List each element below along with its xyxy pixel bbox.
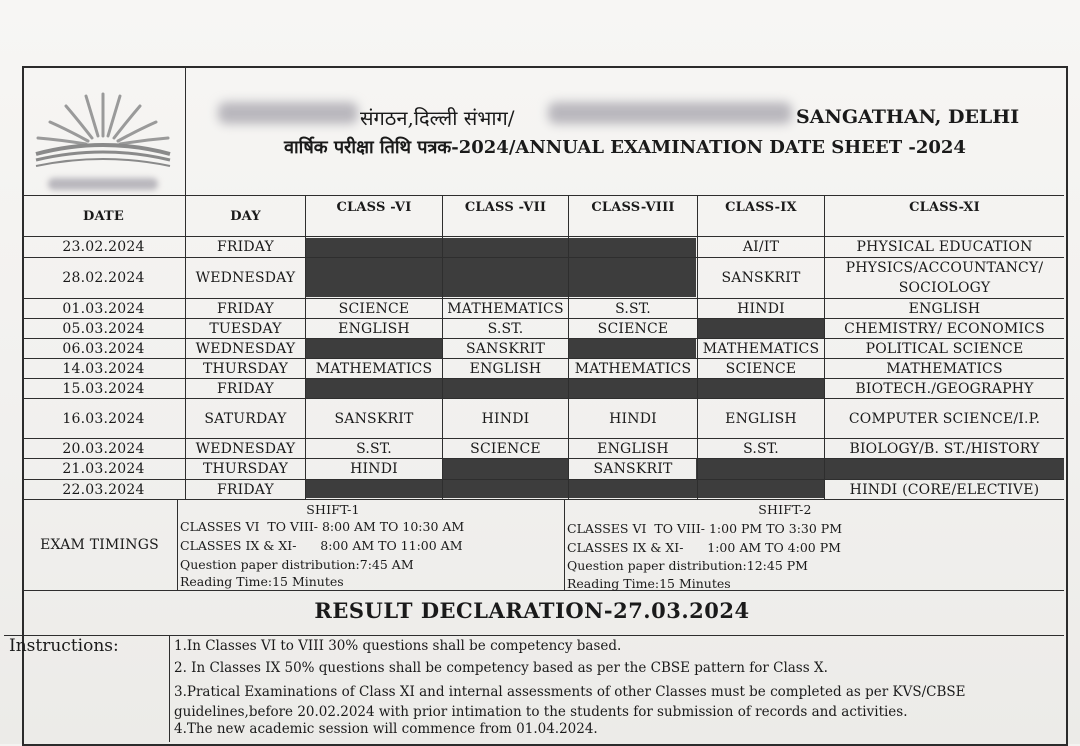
subject-cell: BIOTECH./GEOGRAPHY bbox=[855, 380, 1034, 397]
shift2-line2: CLASSES IX & XI- 1:00 AM TO 4:00 PM bbox=[567, 540, 841, 555]
subject-cell: AI/IT bbox=[742, 239, 780, 255]
subject-cell: SCIENCE bbox=[338, 300, 410, 317]
subject-cell: HINDI (CORE/ELECTIVE) bbox=[849, 481, 1040, 498]
subject-cell: S.ST. bbox=[743, 440, 779, 457]
subject-cell: S.ST. bbox=[487, 320, 524, 337]
subject-cell: BIOLOGY/B. ST./HISTORY bbox=[849, 440, 1040, 457]
subject-cell: MATHEMATICS bbox=[574, 360, 692, 377]
col-header-class-vii: CLASS -VII bbox=[464, 199, 547, 215]
subject-cell: POLITICAL SCIENCE bbox=[865, 340, 1024, 357]
blank-cells-row1-2 bbox=[306, 238, 696, 297]
day-cell: FRIDAY bbox=[217, 239, 274, 255]
day-cell: THURSDAY bbox=[202, 360, 289, 377]
subject-cell: MATHEMATICS bbox=[447, 300, 564, 317]
subject-cell: PHYSICS/ACCOUNTANCY/ bbox=[845, 260, 1044, 276]
blank-cells-2103-ix-xi bbox=[696, 459, 1064, 479]
result-declaration: RESULT DECLARATION-27.03.2024 bbox=[314, 598, 750, 623]
subject-cell: HINDI bbox=[350, 461, 398, 477]
subject-cell: MATHEMATICS bbox=[702, 340, 820, 357]
shift1-line4: Reading Time:15 Minutes bbox=[180, 574, 344, 589]
col-header-day: DAY bbox=[230, 208, 261, 224]
date-cell: 22.03.2024 bbox=[62, 481, 145, 498]
day-cell: SATURDAY bbox=[204, 410, 287, 427]
date-cell: 28.02.2024 bbox=[62, 270, 145, 286]
instructions-label: Instructions: bbox=[9, 636, 119, 656]
blank-cell-0603-vi bbox=[306, 339, 442, 359]
subject-cell: SANSKRIT bbox=[334, 410, 414, 427]
blank-cell-0503-ix bbox=[698, 319, 824, 338]
redacted-text-right bbox=[548, 102, 792, 124]
instruction-item: 2. In Classes IX 50% questions shall be competency based as per the CBSE pattern for Class X. bbox=[174, 660, 828, 676]
redacted-text-left bbox=[218, 102, 358, 124]
date-cell: 14.03.2024 bbox=[62, 360, 145, 377]
shift2-line1: CLASSES VI TO VIII- 1:00 PM TO 3:30 PM bbox=[567, 521, 843, 536]
date-cell: 15.03.2024 bbox=[62, 380, 145, 397]
instruction-item: 1.In Classes VI to VIII 30% questions shall be competency based. bbox=[174, 638, 622, 654]
date-cell: 01.03.2024 bbox=[62, 300, 145, 317]
date-cell: 20.03.2024 bbox=[62, 440, 145, 457]
subject-cell: MATHEMATICS bbox=[315, 360, 433, 377]
subject-cell: S.ST. bbox=[615, 300, 651, 317]
day-cell: FRIDAY bbox=[217, 300, 274, 317]
subject-cell: COMPUTER SCIENCE/I.P. bbox=[848, 410, 1041, 427]
rule bbox=[169, 635, 170, 742]
header-title-line1 bbox=[360, 104, 515, 131]
subject-cell: S.ST. bbox=[356, 440, 392, 457]
subject-cell: HINDI bbox=[609, 410, 657, 427]
rule bbox=[4, 635, 1064, 636]
date-cell: 23.02.2024 bbox=[62, 239, 145, 255]
day-cell: WEDNESDAY bbox=[195, 270, 296, 286]
col-header-class-vi: CLASS -VI bbox=[336, 199, 412, 215]
header-title-english: SANGATHAN, DELHI bbox=[796, 106, 1020, 128]
subject-cell: CHEMISTRY/ ECONOMICS bbox=[844, 320, 1045, 337]
shift2-line3: Question paper distribution:12:45 PM bbox=[567, 558, 808, 573]
shift2-line4: Reading Time:15 Minutes bbox=[567, 576, 731, 591]
blank-cells-1503 bbox=[306, 379, 824, 398]
date-cell: 05.03.2024 bbox=[62, 320, 145, 337]
subject-cell: HINDI bbox=[737, 300, 785, 317]
blank-cell-2103-vii bbox=[442, 459, 568, 479]
instruction-item: guidelines,before 20.02.2024 with prior intimation to the students for submission of records and activities. bbox=[174, 704, 908, 720]
col-header-date: DATE bbox=[82, 208, 125, 224]
day-cell: THURSDAY bbox=[202, 461, 289, 477]
kvs-logo-icon bbox=[28, 76, 178, 176]
day-cell: FRIDAY bbox=[217, 481, 274, 498]
subject-cell: ENGLISH bbox=[338, 320, 410, 337]
subject-cell: HINDI bbox=[481, 410, 530, 427]
subject-cell: ENGLISH bbox=[469, 360, 542, 377]
subject-cell: SCIENCE bbox=[470, 440, 541, 457]
logo-caption-redacted bbox=[48, 178, 158, 190]
subject-cell: ENGLISH bbox=[725, 410, 797, 427]
subject-cell: SANSKRIT bbox=[465, 340, 545, 357]
blank-cell-0603-viii bbox=[568, 339, 696, 359]
shift1-line2: CLASSES IX & XI- 8:00 AM TO 11:00 AM bbox=[180, 538, 463, 553]
date-cell: 16.03.2024 bbox=[62, 410, 145, 427]
rule bbox=[22, 590, 1064, 591]
date-cell: 06.03.2024 bbox=[62, 340, 145, 357]
subject-cell: PHYSICAL EDUCATION bbox=[856, 239, 1033, 255]
shift1-title: SHIFT-1 bbox=[306, 501, 360, 517]
header-title-hindi: संगठन,दिल्ली संभाग/ bbox=[360, 106, 515, 130]
day-cell: FRIDAY bbox=[217, 380, 274, 397]
header-title-line2: वार्षिक परीक्षा तिथि पत्रक-2024/ANNUAL EXAMINATION DATE SHEET -2024 bbox=[284, 137, 966, 158]
col-header-class-ix: CLASS-IX bbox=[725, 199, 797, 215]
exam-timings-label: EXAM TIMINGS bbox=[40, 537, 159, 553]
date-cell: 21.03.2024 bbox=[62, 461, 145, 477]
subject-cell: SANSKRIT bbox=[593, 461, 673, 477]
subject-cell: MATHEMATICS bbox=[886, 360, 1003, 377]
subject-cell: SCIENCE bbox=[725, 360, 797, 377]
day-cell: WEDNESDAY bbox=[195, 340, 296, 357]
day-cell: TUESDAY bbox=[209, 320, 282, 337]
day-cell: WEDNESDAY bbox=[195, 440, 296, 457]
subject-cell: SOCIOLOGY bbox=[898, 280, 991, 296]
col-header-class-viii: CLASS-VIII bbox=[591, 199, 675, 215]
col-header-class-xi: CLASS-XI bbox=[909, 199, 980, 215]
subject-cell: ENGLISH bbox=[597, 440, 669, 457]
instruction-item: 3.Pratical Examinations of Class XI and internal assessments of other Classes must be completed as per KVS/CBSE bbox=[174, 684, 966, 700]
instruction-item: 4.The new academic session will commence from 01.04.2024. bbox=[174, 721, 598, 737]
shift2-title: SHIFT-2 bbox=[758, 501, 812, 517]
subject-cell: SCIENCE bbox=[597, 320, 669, 337]
blank-cells-2203 bbox=[306, 480, 824, 498]
shift1-line3: Question paper distribution:7:45 AM bbox=[180, 557, 414, 572]
subject-cell: SANSKRIT bbox=[721, 270, 801, 286]
subject-cell: ENGLISH bbox=[908, 300, 981, 317]
shift1-line1: CLASSES VI TO VIII- 8:00 AM TO 10:30 AM bbox=[180, 519, 465, 534]
